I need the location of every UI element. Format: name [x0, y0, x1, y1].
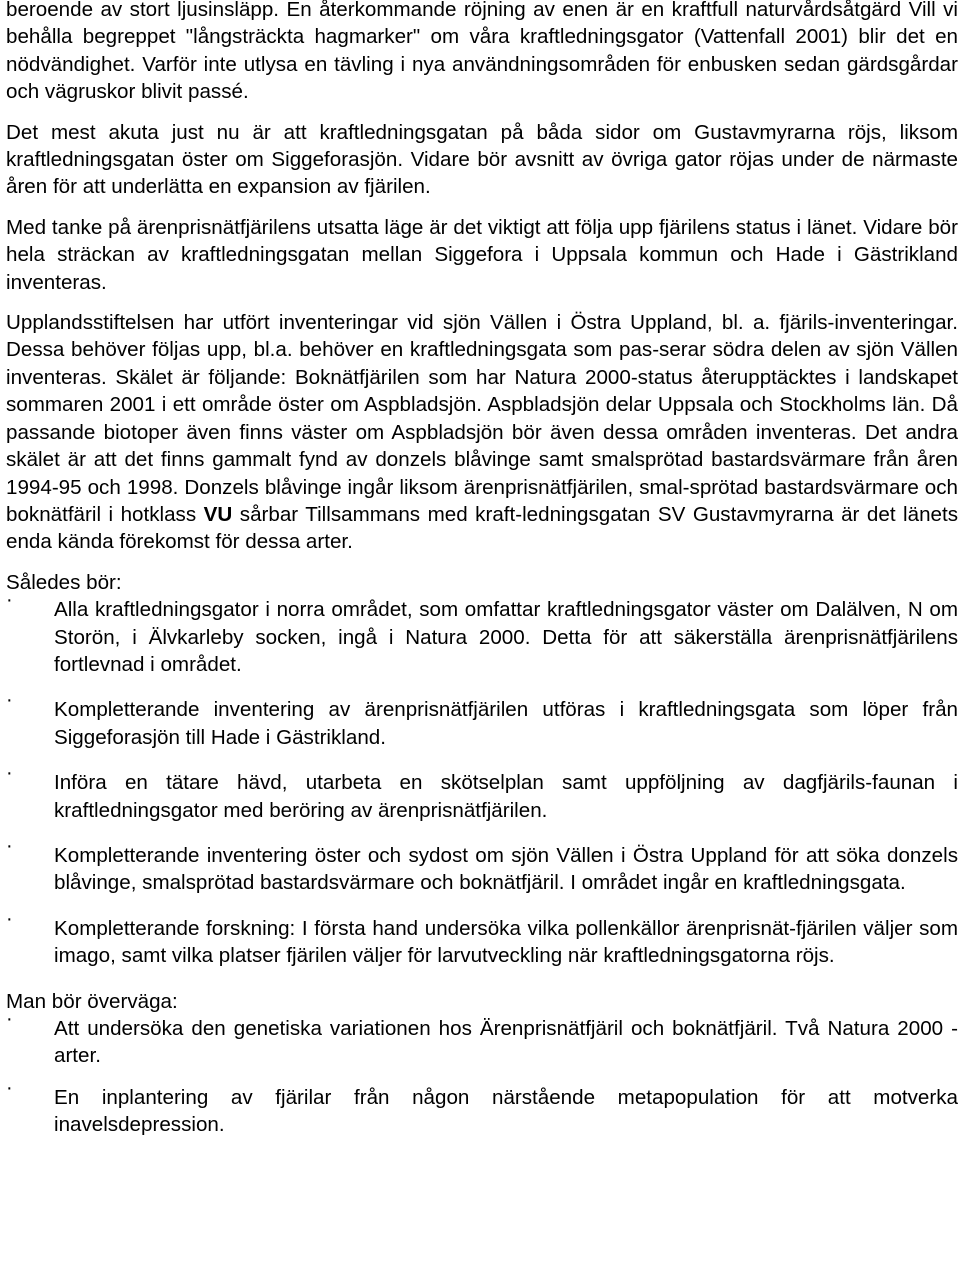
list-item-text: En inplantering av fjärilar från någon närstående metapopulation för att motverka inavelsdepression.	[54, 1085, 958, 1137]
list-heading-considerations: Man bör överväga:	[6, 989, 178, 1013]
list-item-text: Kompletterande forskning: I första hand undersöka vilka pollenkällor ärenprisnät-fjärilen väljer som imago, samt vilka platser fjärilen väljer för larvutveckling när kraftledningsgatorna röjs.	[54, 916, 958, 968]
list-item-text: Att undersöka den genetiska variationen hos Ärenprisnätfjäril och boknätfjäril. Två Natura 2000 - arter.	[54, 1017, 958, 1068]
paragraph-intro: beroende av stort ljusinsläpp. En återkommande röjning av enen är en kraftfull naturvårdsåtgärd Vill vi behålla begreppet "långsträckta hagmarker" om våra kraftledningsgator (Vattenfall 2001) blir det en nödvändighet. Varför inte utlysa en tävling i nya användningsområden för enbusken sedan gärdsgårdar och vägruskor blivit passé.	[6, 0, 958, 104]
list-item-text: Kompletterande inventering av ärenprisnätfjärilen utföras i kraftledningsgata som löper från Siggeforasjön till Hade i Gästrikland.	[54, 698, 958, 749]
recommendations-list	[6, 589, 958, 969]
list-item	[6, 1076, 958, 1139]
bullet-icon: ·	[6, 907, 13, 930]
list-item-text: Kompletterande inventering öster och sydost om sjön Vällen i Östra Uppland för att söka donzels blåvinge, smalsprötad bastardsvärmare och boknätfjäril. I området ingår en kraftledningsgata.	[54, 843, 958, 895]
considerations-list	[6, 1008, 958, 1139]
bullet-icon: ·	[6, 589, 13, 612]
bullet-icon: ·	[6, 762, 13, 785]
bullet-icon: ·	[6, 689, 13, 712]
bullet-icon: ·	[6, 1008, 13, 1030]
list-item	[6, 762, 958, 824]
bullet-icon: ·	[6, 1076, 13, 1099]
list-item	[6, 834, 958, 897]
paragraph-urgent-clearing: Det mest akuta just nu är att kraftledningsgatan på båda sidor om Gustavmyrarna röjs, liksom kraftledningsgatan öster om Siggeforasjön. Vidare bör avsnitt av övriga gator röjas under de närmaste åren för att underlätta en expansion av fjärilen.	[6, 120, 958, 199]
list-item	[6, 589, 958, 678]
paragraph-status-followup: Med tanke på ärenprisnätfjärilens utsatta läge är det viktigt att följa upp fjärilens status i länet. Vidare bör hela sträckan av kraftledningsgatan mellan Siggefora i Uppsala kommun och Hade i Gästrikland inventeras.	[6, 215, 958, 294]
paragraph-text: Upplandsstiftelsen har utfört inventeringar vid sjön Vällen i Östra Uppland, bl. a. fjärils-inventeringar. Dessa behöver följas upp, bl.a. behöver en kraftledningsgata som pas-serar södra delen av sjön Vällen inventeras. Skälet är följande: Boknätfjärilen som har Natura 2000-status återupptäcktes i landskapet sommaren 2001 i ett område öster om Aspbladsjön. Aspbladsjön delar Uppsala och Stockholms län. Då passande biotoper även finns väster om Aspbladsjön bör även dessa områden inventeras. Det andra skälet är att det finns gammalt fynd av donzels blåvinge samt smalsprötad bastardsvärmare från åren 1994-95 och 1998. Donzels blåvinge ingår liksom ärenprisnätfjärilen, smal-sprötad bastardsvärmare och boknätfäril i hotklass	[6, 311, 958, 526]
list-item-text: Alla kraftledningsgator i norra området, som omfattar kraftledningsgator väster om Dalälven, N om Storön, i Älvkarleby socken, ingå i Natura 2000. Detta för att säkerställa ärenprisnätfjärilens fortlevnad i området.	[54, 598, 958, 676]
list-heading-recommendations: Således bör:	[6, 570, 122, 594]
list-item	[6, 907, 958, 970]
list-item	[6, 689, 958, 751]
list-item	[6, 1008, 958, 1070]
bullet-icon: ·	[6, 834, 13, 857]
document-page	[6, 0, 958, 1153]
list-item-text: Införa en tätare hävd, utarbeta en skötselplan samt uppföljning av dagfjärils-faunan i kraftledningsgator med beröring av ärenprisnätfjärilen.	[54, 771, 958, 822]
paragraph-text: sårbar Tillsammans med kraft-ledningsgatan SV Gustavmyrarna är det länets enda kända förekomst för dessa arter.	[6, 502, 958, 554]
threat-class-label: VU	[203, 502, 233, 526]
paragraph-upplandsstiftelsen	[6, 309, 958, 556]
